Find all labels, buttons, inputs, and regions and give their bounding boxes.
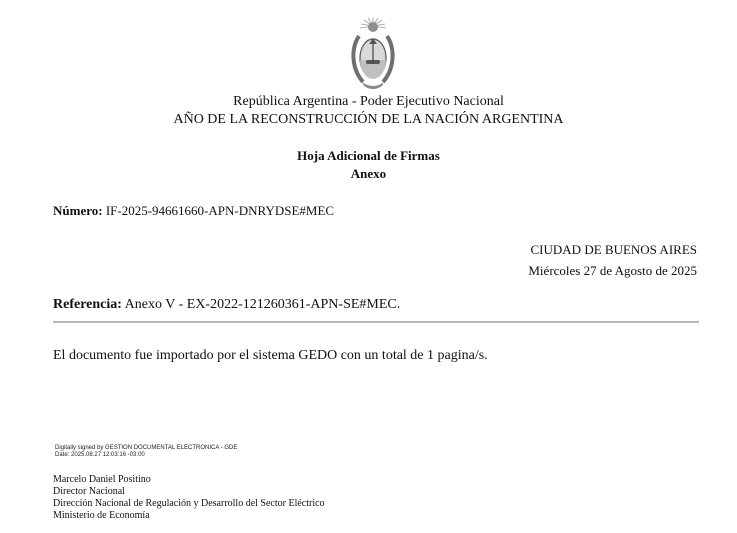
digital-signature-date: Date: 2025.08.27 12:03:16 -03:00 (55, 452, 145, 458)
reference-label: Referencia: (53, 297, 122, 312)
signer-position: Director Nacional (53, 486, 125, 497)
divider (53, 321, 699, 323)
signer-office: Dirección Nacional de Regulación y Desarrollo del Sector Eléctrico (53, 498, 325, 509)
document-number-label: Número: (53, 203, 103, 218)
reference (53, 297, 400, 313)
argentina-coat-of-arms-icon (349, 16, 397, 92)
document-subtitle: Anexo (350, 166, 387, 181)
document-title: Hoja Adicional de Firmas (297, 148, 440, 163)
document-number-value: IF-2025-94661660-APN-DNRYDSE#MEC (105, 203, 335, 218)
government-header-line: República Argentina - Poder Ejecutivo Nacional (233, 94, 504, 109)
body-text: El documento fue importado por el sistema GEDO con un total de 1 pagina/s. (53, 348, 488, 363)
city: CIUDAD DE BUENOS AIRES (530, 242, 697, 257)
document-number (53, 203, 334, 219)
year-motto: AÑO DE LA RECONSTRUCCIÓN DE LA NACIÓN ARGENTINA (173, 112, 564, 127)
signer-name: Marcelo Daniel Positino (53, 474, 151, 485)
signer-ministry: Ministerio de Economía (53, 510, 150, 521)
document-date: Miércoles 27 de Agosto de 2025 (528, 263, 697, 278)
reference-value: Anexo V - EX-2022-121260361-APN-SE#MEC. (124, 297, 401, 312)
digital-signature-line: Digitally signed by GESTION DOCUMENTAL ELECTRONICA - GDE (55, 445, 238, 451)
